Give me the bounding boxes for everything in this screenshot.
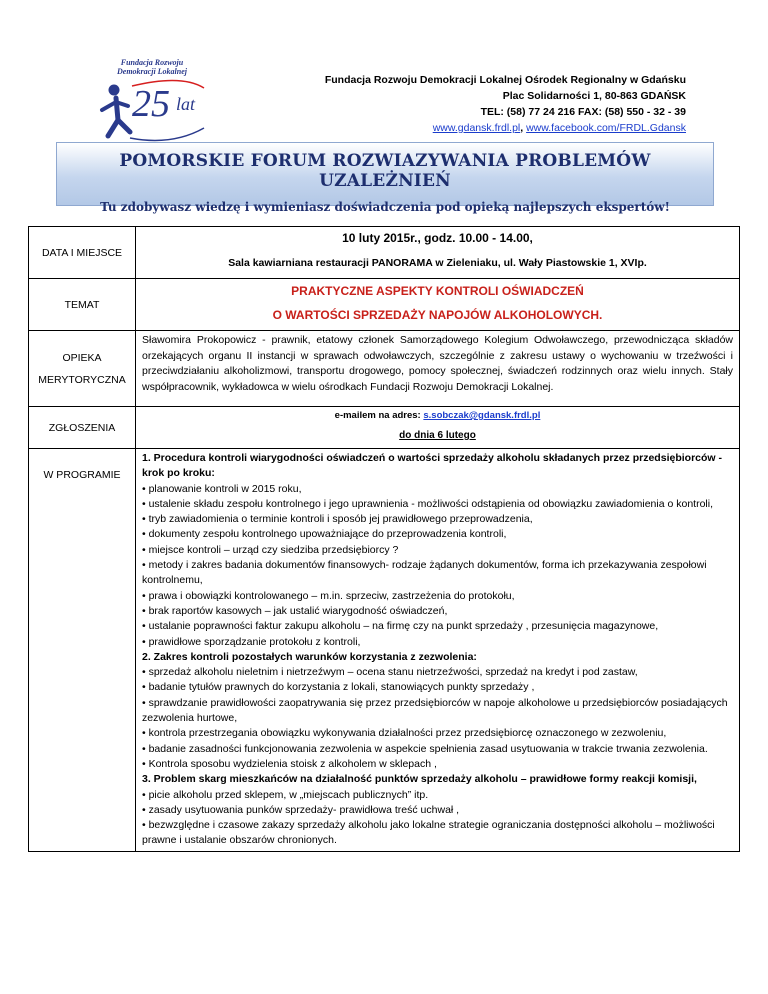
- list-item: • ustalanie poprawności faktur zakupu alkoholu – na firmę czy na punkt sprzedaży , przesunięcia magazynowe,: [142, 620, 659, 633]
- list-item: • metody i zakres badania dokumentów finansowych- rodzaje żądanych dokumentów, forma ich przekazywania zespołowi kontrolnemu,: [142, 559, 707, 587]
- topic-line1: PRAKTYCZNE ASPEKTY KONTROLI OŚWIADCZEŃ: [291, 284, 584, 298]
- logo-caption-line1: Fundacja Rozwoju: [120, 58, 184, 67]
- list-item: • sprawdzanie prawidłowości zaopatrywania się przez przedsiębiorców w napoje alkoholowe u przedsiębiorców posiadających zezwolenia hurtowe,: [142, 696, 728, 725]
- organization-links: [325, 120, 686, 136]
- list-item: • ustalenie składu zespołu kontrolnego i jego uprawnienia - możliwości odstąpienia od obowiązku zawiadomienia o kontroli,: [142, 497, 714, 510]
- organization-address: Plac Solidarności 1, 80-863 GDAŃSK: [502, 90, 686, 102]
- link-separator: ,: [520, 122, 527, 134]
- supervision-label: [29, 331, 136, 407]
- list-item: • sprzedaż alkoholu nieletnim i nietrzeźwym – ocena stanu nietrzeźwości, sprzedaż na kredyt i pod zastaw,: [142, 666, 638, 679]
- program-section-1: 1. Procedura kontroli wiarygodności oświadczeń o wartości sprzedaży alkoholu składanych przez przedsiębiorców - krok po kroku:: [142, 452, 722, 480]
- row-supervision: [29, 331, 740, 407]
- banner-title: POMORSKIE FORUM ROZWIAZYWANIA PROBLEMÓW UZALEŻNIEŃ: [119, 151, 651, 191]
- logo-years: 25: [132, 83, 170, 125]
- registration-cell: [136, 407, 740, 449]
- logo-lat: lat: [176, 94, 196, 114]
- list-item: • picie alkoholu przed sklepem, w „miejscach publicznych” itp.: [142, 788, 429, 801]
- organization-phone: TEL: (58) 77 24 216 FAX: (58) 550 - 32 - 39: [480, 106, 686, 118]
- registration-prefix: e-mailem na adres:: [334, 410, 424, 421]
- list-item: • badanie tytułów prawnych do korzystania z lokali, stanowiących punkty sprzedaży ,: [142, 681, 535, 694]
- program-section-1-list: [142, 482, 733, 650]
- registration-email-line: [142, 410, 733, 421]
- registration-deadline: do dnia 6 lutego: [399, 430, 476, 441]
- registration-label: ZGŁOSZENIA: [29, 407, 136, 449]
- program-section-2-list: [142, 665, 733, 772]
- program-section-3: 3. Problem skarg mieszkańców na działalność punktów sprzedaży alkoholu – prawidłowe formy reakcji komisji,: [142, 773, 697, 786]
- date-label: DATA I MIEJSCE: [29, 227, 136, 279]
- website-link[interactable]: www.gdansk.frdl.pl: [432, 122, 521, 134]
- list-item: • zasady usytuowania punków sprzedaży- prawidłowa treść uchwał ,: [142, 803, 460, 816]
- row-date: [29, 227, 740, 279]
- list-item: • dokumenty zespołu kontrolnego upoważniające do przeprowadzenia kontroli,: [142, 528, 507, 541]
- list-item: • miejsce kontroli – urząd czy siedziba przedsiębiorcy ?: [142, 543, 399, 556]
- program-cell: [136, 449, 740, 852]
- row-registration: [29, 407, 740, 449]
- list-item: • Kontrola sposobu wydzielenia stoisk z alkoholem w sklepach ,: [142, 757, 437, 770]
- organization-name: Fundacja Rozwoju Demokracji Lokalnej Ośrodek Regionalny w Gdańsku: [324, 74, 686, 86]
- list-item: • tryb zawiadomienia o terminie kontroli i sposób jej prawidłowego przeprowadzenia,: [142, 513, 533, 526]
- logo-caption-line2: Demokracji Lokalnej: [117, 67, 187, 76]
- list-item: • bezwzględne i czasowe zakazy sprzedaży alkoholu jako lokalne strategie ograniczania dostępności alkoholu – możliwości prawne i ustalanie obszarów chronionych.: [142, 819, 715, 847]
- facebook-link[interactable]: www.facebook.com/FRDL.Gdansk: [526, 122, 686, 134]
- date-time: 10 luty 2015r., godz. 10.00 - 14.00,: [342, 231, 533, 245]
- list-item: • brak raportów kasowych – jak ustalić wiarygodność oświadczeń,: [142, 604, 448, 617]
- program-section-3-list: [142, 788, 733, 849]
- program-label: W PROGRAMIE: [29, 449, 136, 852]
- supervision-label-line2: MERYTORYCZNA: [38, 373, 126, 386]
- topic-cell: [136, 279, 740, 331]
- program-section-2: 2. Zakres kontroli pozostałych warunków korzystania z zezwolenia:: [142, 650, 477, 663]
- registration-email-link[interactable]: s.sobczak@gdansk.frdl.pl: [423, 410, 541, 421]
- row-program: [29, 449, 740, 852]
- logo-caption: [112, 58, 192, 76]
- date-place: Sala kawiarniana restauracji PANORAMA w Zieleniaku, ul. Wały Piastowskie 1, XVIp.: [228, 257, 647, 269]
- row-topic: [29, 279, 740, 331]
- forum-banner: [56, 142, 714, 214]
- list-item: • prawa i obowiązki kontrolowanego – m.in. sprzeciw, zastrzeżenia do protokołu,: [142, 589, 515, 602]
- list-item: • prawidłowe sporządzanie protokołu z kontroli,: [142, 635, 361, 648]
- banner-subtitle: Tu zdobywasz wiedzę i wymieniasz doświadczenia pod opieką najlepszych ekspertów!: [100, 200, 670, 214]
- contact-block: [325, 72, 686, 136]
- list-item: • planowanie kontroli w 2015 roku,: [142, 482, 302, 495]
- list-item: • badanie zasadności funkcjonowania zezwolenia w aspekcie spełnienia zasad usytuowania w trakcie trwania zezwolenia.: [142, 742, 708, 755]
- topic-label: TEMAT: [29, 279, 136, 331]
- topic-line2: O WARTOŚCI SPRZEDAŻY NAPOJÓW ALKOHOLOWYCH.: [272, 308, 603, 322]
- supervision-text: Sławomira Prokopowicz - prawnik, etatowy członek Samorządowego Kolegium Odwoławczego, przewodnicząca składów orzekających organu II instancji w sprawach odwoławczych, szczególnie z zakresu ustawy o wychowaniu w trzeźwości i przeciwdziałaniu alkoholizmowi, transportu drogowego, pomocy społecznej, świadczeń rodzinnych oraz wielu innych. Stały współpracownik, wykładowca w wielu ośrodkach Fundacji Rozwoju Demokracji Lokalnej.: [136, 331, 740, 407]
- list-item: • kontrola przestrzegania obowiązku wykonywania działalności przez przedsiębiorcę oznaczonego w zezwoleniu,: [142, 727, 667, 740]
- event-info-table: [28, 226, 740, 852]
- supervision-label-line1: OPIEKA: [62, 351, 102, 364]
- date-cell: [136, 227, 740, 279]
- organization-logo: [92, 58, 212, 148]
